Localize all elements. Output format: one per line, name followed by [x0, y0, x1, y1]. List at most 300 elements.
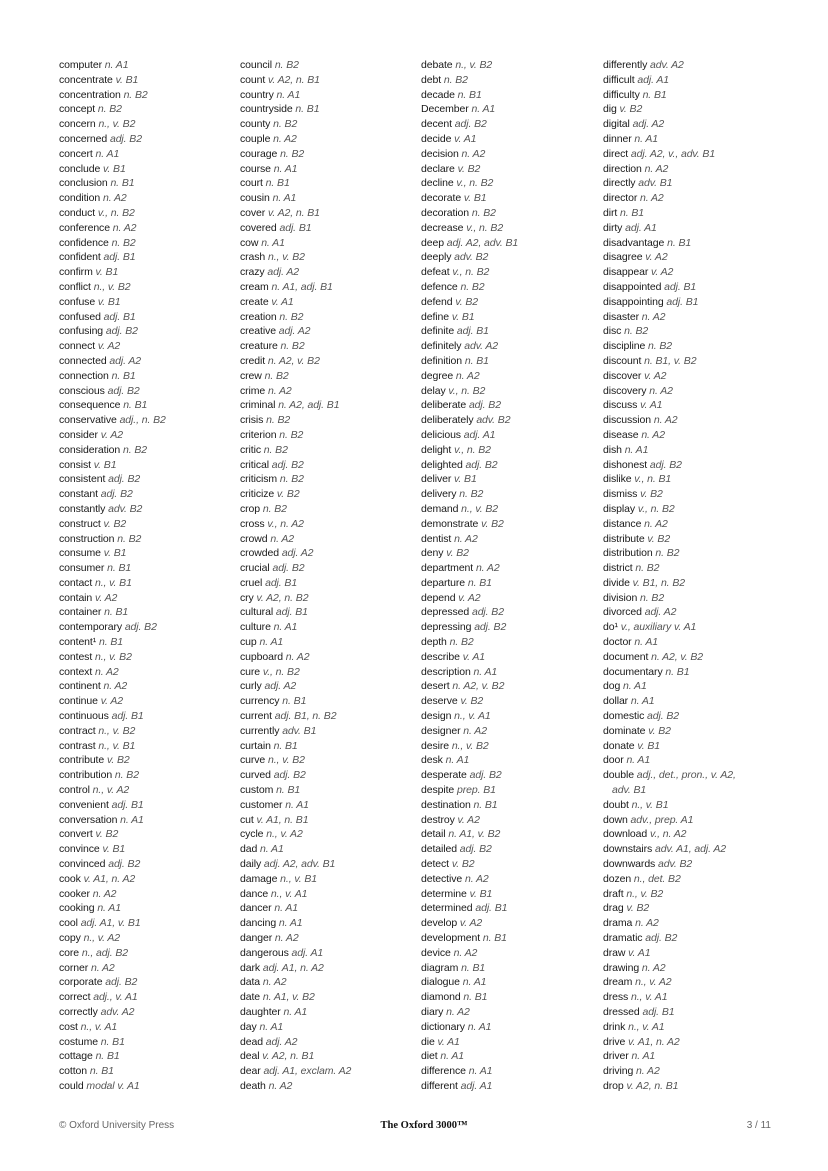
part-of-speech-level: n. A1: [470, 665, 498, 678]
headword: disaster: [603, 310, 639, 323]
word-entry: [240, 147, 418, 162]
word-entry: [240, 798, 418, 813]
part-of-speech-level: n. B2: [276, 310, 304, 323]
word-entry: [240, 532, 418, 547]
word-entry: [59, 310, 237, 325]
word-entry: [59, 73, 237, 88]
part-of-speech-level: n. A2: [267, 532, 294, 545]
word-entry: [240, 280, 418, 295]
part-of-speech-level: n. B1: [462, 354, 489, 367]
part-of-speech-level: v., n. B2: [95, 206, 135, 219]
part-of-speech-level: n. A1, adj. B1: [268, 280, 333, 293]
word-entry: [603, 605, 781, 620]
word-entry: [240, 1079, 418, 1094]
part-of-speech-level: v. A1: [625, 946, 651, 959]
word-entry: [421, 117, 599, 132]
word-entry: [603, 472, 781, 487]
headword: dramatic: [603, 932, 643, 945]
part-of-speech-level: v. B1: [99, 843, 126, 856]
headword: difficulty: [603, 88, 640, 101]
part-of-speech-level: n. A2: [89, 887, 117, 900]
headword: courage: [240, 147, 278, 160]
headword: depth: [421, 636, 447, 649]
part-of-speech-level: adj. B2: [105, 473, 141, 486]
part-of-speech-level: n. B1: [458, 961, 486, 974]
part-of-speech-level: n. A2: [270, 132, 297, 145]
part-of-speech-level: n. B2: [263, 414, 291, 427]
headword: deserve: [421, 695, 458, 708]
headword: concentration: [59, 88, 121, 101]
headword: director: [603, 192, 638, 205]
headword: diary: [421, 1006, 444, 1018]
word-entry: [421, 413, 599, 428]
word-entry: [603, 176, 781, 191]
page-footer: [59, 1120, 771, 1134]
headword: direct: [603, 147, 629, 160]
part-of-speech-level: n. B1: [87, 1065, 114, 1078]
headword: constant: [59, 488, 98, 501]
part-of-speech-level: adj. B1: [661, 280, 697, 293]
word-entry: [603, 901, 781, 916]
part-of-speech-level: v. B2: [443, 547, 469, 560]
part-of-speech-level: n., v. B1: [628, 798, 669, 811]
word-entry: [603, 546, 781, 561]
part-of-speech-level: v. A2, n. B1: [259, 1050, 315, 1063]
headword: currency: [240, 695, 280, 708]
headword: conscious: [59, 384, 105, 397]
headword: drag: [603, 902, 624, 915]
part-of-speech-level: adj. B1: [276, 221, 312, 234]
word-entry: [240, 709, 418, 724]
word-entry: [603, 753, 781, 768]
headword: determine: [421, 887, 467, 900]
headword: countryside: [240, 103, 293, 116]
headword: detect: [421, 858, 450, 871]
part-of-speech-level: adj. B1: [273, 606, 308, 619]
part-of-speech-level: n. A1: [282, 798, 309, 811]
word-entry: [603, 206, 781, 221]
word-entry: [59, 591, 237, 606]
part-of-speech-level: n., v. B2: [92, 650, 132, 663]
part-of-speech-level: adj. A2: [629, 118, 665, 131]
word-entry: [421, 901, 599, 916]
word-entry: [240, 191, 418, 206]
headword: consume: [59, 547, 101, 560]
part-of-speech-level: adj. B1, n. B2: [271, 710, 337, 723]
part-of-speech-level: v. A2: [95, 340, 121, 353]
part-of-speech-level: n. B2: [469, 206, 496, 219]
word-entry: [59, 546, 237, 561]
part-of-speech-level: n., v. B2: [265, 754, 305, 767]
part-of-speech-level: adj. A1: [634, 73, 670, 86]
part-of-speech-level: n. A2: [109, 221, 137, 234]
part-of-speech-level: adv. B2: [655, 858, 693, 871]
headword: dirt: [603, 206, 618, 219]
page-number: 3 / 11: [746, 1120, 771, 1131]
part-of-speech-level: adj. A2: [264, 266, 300, 279]
word-entry: [59, 384, 237, 399]
part-of-speech-level: v. A2: [455, 591, 481, 604]
headword: drama: [603, 917, 633, 930]
word-entry: [603, 1035, 781, 1050]
word-entry: [59, 1005, 237, 1020]
headword: delicious: [421, 428, 461, 441]
word-entry: [603, 665, 781, 680]
part-of-speech-level: v. A1: [459, 650, 485, 663]
word-entry: [240, 650, 418, 665]
headword: curve: [240, 754, 266, 767]
word-entry: [421, 517, 599, 532]
headword: degree: [421, 369, 454, 382]
headword: design: [421, 710, 452, 723]
headword: debate: [421, 59, 453, 71]
word-entry: [59, 694, 237, 709]
headword: decide: [421, 132, 452, 145]
headword: confirm: [59, 266, 93, 279]
word-entry: [603, 620, 781, 635]
word-column-1: [59, 58, 237, 1094]
word-entry: [240, 132, 418, 147]
part-of-speech-level: adj. A2: [275, 325, 311, 338]
headword: description: [421, 665, 471, 678]
word-entry: [603, 132, 781, 147]
word-entry: [240, 857, 418, 872]
word-entry: [603, 739, 781, 754]
headword: confusing: [59, 325, 104, 338]
headword: connected: [59, 354, 107, 367]
word-entry: [59, 206, 237, 221]
part-of-speech-level: n. A1: [270, 621, 298, 634]
part-of-speech-level-continued: adv. B1: [612, 784, 647, 797]
word-entry: [240, 176, 418, 191]
part-of-speech-level: n. A2: [453, 369, 480, 382]
part-of-speech-level: n. A1: [623, 754, 651, 767]
part-of-speech-level: n. B1: [104, 562, 132, 575]
headword: dinner: [603, 132, 632, 145]
part-of-speech-level: n. A1: [465, 1065, 493, 1078]
copyright-text: © Oxford University Press: [59, 1120, 175, 1131]
part-of-speech-level: n., v. B2: [95, 118, 136, 131]
headword: dress: [603, 991, 629, 1004]
part-of-speech-level: adj. B2: [122, 621, 157, 634]
word-entry: [240, 591, 418, 606]
headword: cooker: [59, 887, 90, 900]
part-of-speech-level: v. A2: [92, 591, 118, 604]
part-of-speech-level: n., v. B2: [95, 724, 136, 737]
part-of-speech-level: adj. B2: [456, 843, 492, 856]
part-of-speech-level: n. A2, v. B2: [648, 650, 704, 663]
word-entry: [603, 635, 781, 650]
word-entry: [240, 428, 418, 443]
part-of-speech-level: adj. B1: [663, 295, 699, 308]
part-of-speech-level: v. A2, n. B1: [265, 73, 320, 86]
headword: down: [603, 813, 628, 826]
word-entry: [240, 413, 418, 428]
part-of-speech-level: n. A1: [270, 162, 298, 175]
headword: distribute: [603, 532, 645, 545]
headword: curtain: [240, 739, 271, 752]
headword: delay: [421, 384, 446, 397]
headword: difficult: [603, 73, 635, 86]
word-entry: [603, 768, 781, 798]
part-of-speech-level: n. B2: [95, 103, 122, 116]
part-of-speech-level: n. A1: [280, 1006, 308, 1018]
part-of-speech-level: n., v. A1: [628, 991, 668, 1004]
headword: draw: [603, 946, 626, 959]
headword: conservative: [59, 414, 117, 427]
headword: defence: [421, 280, 458, 293]
headword: context: [59, 665, 93, 678]
part-of-speech-level: n. B2: [645, 340, 673, 353]
headword: desert: [421, 680, 450, 693]
part-of-speech-level: n. B1: [97, 1035, 125, 1048]
part-of-speech-level: n. A1: [468, 103, 496, 116]
word-entry: [603, 58, 781, 73]
headword: desk: [421, 754, 443, 767]
word-entry: [240, 221, 418, 236]
part-of-speech-level: n., v. B1: [92, 576, 132, 589]
word-entry: [240, 635, 418, 650]
word-entry: [59, 620, 237, 635]
headword: count: [240, 73, 266, 86]
headword: directly: [603, 177, 636, 190]
part-of-speech-level: adj. B2: [105, 858, 141, 871]
word-entry: [603, 694, 781, 709]
word-entry: [240, 813, 418, 828]
headword: current: [240, 710, 272, 723]
part-of-speech-level: v. B2: [104, 754, 130, 767]
word-entry: [59, 798, 237, 813]
headword: December: [421, 103, 469, 116]
word-entry: [421, 206, 599, 221]
word-entry: [603, 1005, 781, 1020]
headword: contract: [59, 724, 96, 737]
headword: divide: [603, 576, 630, 589]
word-column-4: [603, 58, 781, 1094]
part-of-speech-level: v. B2: [616, 103, 643, 116]
part-of-speech-level: n. B2: [637, 591, 665, 604]
headword: criterion: [240, 428, 277, 441]
headword: defend: [421, 295, 453, 308]
headword: desperate: [421, 769, 467, 782]
word-entry: [240, 310, 418, 325]
word-entry: [59, 975, 237, 990]
part-of-speech-level: v. A1: [434, 1035, 460, 1048]
word-entry: [421, 813, 599, 828]
headword: confused: [59, 310, 101, 323]
headword: creation: [240, 310, 277, 323]
word-entry: [603, 428, 781, 443]
word-entry: [59, 753, 237, 768]
part-of-speech-level: n., v. B2: [623, 887, 664, 900]
word-entry: [421, 975, 599, 990]
word-entry: [240, 517, 418, 532]
word-entry: [59, 887, 237, 902]
word-entry: [59, 162, 237, 177]
headword: doctor: [603, 636, 632, 649]
headword: disadvantage: [603, 236, 665, 249]
part-of-speech-level: v. A2: [454, 813, 480, 826]
word-entry: [59, 295, 237, 310]
word-entry: [421, 398, 599, 413]
part-of-speech-level: n. A2: [265, 384, 292, 397]
word-entry: [603, 324, 781, 339]
word-entry: [421, 428, 599, 443]
part-of-speech-level: v. B1: [634, 739, 660, 752]
headword: deep: [421, 236, 444, 249]
headword: dish: [603, 443, 622, 456]
word-entry: [59, 487, 237, 502]
headword: definite: [421, 325, 455, 338]
part-of-speech-level: n. B2: [260, 443, 288, 456]
part-of-speech-level: n. B1: [664, 236, 692, 249]
word-entry: [603, 931, 781, 946]
word-entry: [421, 1049, 599, 1064]
headword: discount: [603, 354, 642, 367]
headword: cottage: [59, 1050, 93, 1063]
headword: dream: [603, 976, 633, 989]
headword: construct: [59, 517, 101, 530]
part-of-speech-level: n. A1: [101, 59, 129, 71]
word-entry: [240, 102, 418, 117]
headword: dollar: [603, 695, 629, 708]
headword: couple: [240, 132, 271, 145]
headword: depressed: [421, 606, 470, 619]
part-of-speech-level: v., n. B2: [260, 665, 300, 678]
word-entry: [59, 236, 237, 251]
headword: crash: [240, 251, 266, 264]
headword: cycle: [240, 828, 264, 841]
part-of-speech-level: n. A1: [437, 1050, 464, 1063]
part-of-speech-level: adj. A1: [457, 1079, 493, 1092]
part-of-speech-level: n. A1, v. B2: [260, 991, 315, 1004]
word-entry: [603, 117, 781, 132]
word-entry: [421, 295, 599, 310]
headword: decline: [421, 177, 454, 190]
headword: crazy: [240, 266, 265, 279]
part-of-speech-level: adj. B1: [454, 325, 489, 338]
headword: concern: [59, 118, 96, 131]
word-entry: [603, 591, 781, 606]
part-of-speech-level: n. A1: [271, 902, 298, 915]
headword: critic: [240, 443, 261, 456]
word-entry: [59, 605, 237, 620]
part-of-speech-level: n. A2: [641, 162, 669, 175]
word-entry: [240, 502, 418, 517]
word-entry: [421, 916, 599, 931]
word-entry: [59, 709, 237, 724]
part-of-speech-level: v. A2: [97, 695, 123, 708]
headword: diamond: [421, 991, 461, 1004]
part-of-speech-level: adj. A1: [622, 221, 657, 234]
word-entry: [603, 221, 781, 236]
part-of-speech-level: adj. B2: [642, 932, 678, 945]
part-of-speech-level: n. B2: [457, 280, 485, 293]
headword: desire: [421, 739, 449, 752]
headword: donate: [603, 739, 635, 752]
headword: dog: [603, 680, 621, 693]
word-entry: [59, 739, 237, 754]
part-of-speech-level: v. A2, n. B1: [265, 206, 320, 219]
word-entry: [603, 191, 781, 206]
part-of-speech-level: n. A1: [94, 902, 121, 915]
headword: delighted: [421, 458, 463, 471]
headword: cost: [59, 1020, 78, 1033]
word-entry: [240, 1064, 418, 1079]
headword: decent: [421, 118, 452, 131]
headword: custom: [240, 784, 274, 797]
word-entry: [59, 443, 237, 458]
part-of-speech-level: n. B1: [470, 798, 498, 811]
part-of-speech-level: n. A2: [646, 384, 673, 397]
headword: destination: [421, 798, 471, 811]
headword: dozen: [603, 872, 632, 885]
part-of-speech-level: adj. B1: [639, 1006, 675, 1018]
word-entry: [240, 295, 418, 310]
word-entry: [240, 768, 418, 783]
word-entry: [240, 887, 418, 902]
headword: cotton: [59, 1065, 88, 1078]
headword: currently: [240, 724, 280, 737]
part-of-speech-level: n., v. B1: [277, 872, 318, 885]
part-of-speech-level: n. A1: [258, 236, 285, 249]
part-of-speech-level: v. B2: [457, 695, 484, 708]
headword: dictionary: [421, 1020, 465, 1033]
part-of-speech-level: n. A2: [260, 976, 287, 989]
word-entry: [421, 576, 599, 591]
word-entry: [603, 398, 781, 413]
part-of-speech-level: n., v. A2: [89, 784, 130, 797]
headword: crime: [240, 384, 266, 397]
part-of-speech-level: adv. A2: [461, 340, 499, 353]
headword: decision: [421, 147, 459, 160]
part-of-speech-level: adv. A2: [647, 59, 684, 71]
word-entry: [603, 443, 781, 458]
word-entry: [59, 650, 237, 665]
headword: confuse: [59, 295, 96, 308]
headword: conduct: [59, 206, 96, 219]
headword: define: [421, 310, 450, 323]
headword: depend: [421, 591, 456, 604]
part-of-speech-level: adj. A2: [262, 1035, 298, 1048]
part-of-speech-level: n. A2: [460, 724, 487, 737]
headword: disc: [603, 325, 622, 338]
headword: convinced: [59, 858, 106, 871]
word-entry: [59, 1079, 237, 1094]
word-column-2: [240, 58, 418, 1094]
word-entry: [421, 384, 599, 399]
word-entry: [240, 842, 418, 857]
headword: crisis: [240, 414, 264, 427]
part-of-speech-level: v. B2: [637, 488, 663, 501]
headword: drink: [603, 1020, 626, 1033]
word-entry: [421, 487, 599, 502]
part-of-speech-level: n. B2: [260, 502, 287, 515]
headword: cook: [59, 872, 81, 885]
part-of-speech-level: n., v. A2: [632, 976, 672, 989]
word-entry: [603, 384, 781, 399]
headword: different: [421, 1079, 458, 1092]
part-of-speech-level: adj. B2: [466, 399, 501, 412]
word-entry: [240, 1049, 418, 1064]
word-entry: [240, 916, 418, 931]
part-of-speech-level: n. A1: [464, 1020, 492, 1033]
part-of-speech-level: adj. B2: [97, 488, 133, 501]
part-of-speech-level: n. A1: [628, 695, 655, 708]
part-of-speech-level: v. B1: [100, 162, 126, 175]
headword: depressing: [421, 621, 472, 634]
part-of-speech-level: n., v. B2: [449, 739, 489, 752]
